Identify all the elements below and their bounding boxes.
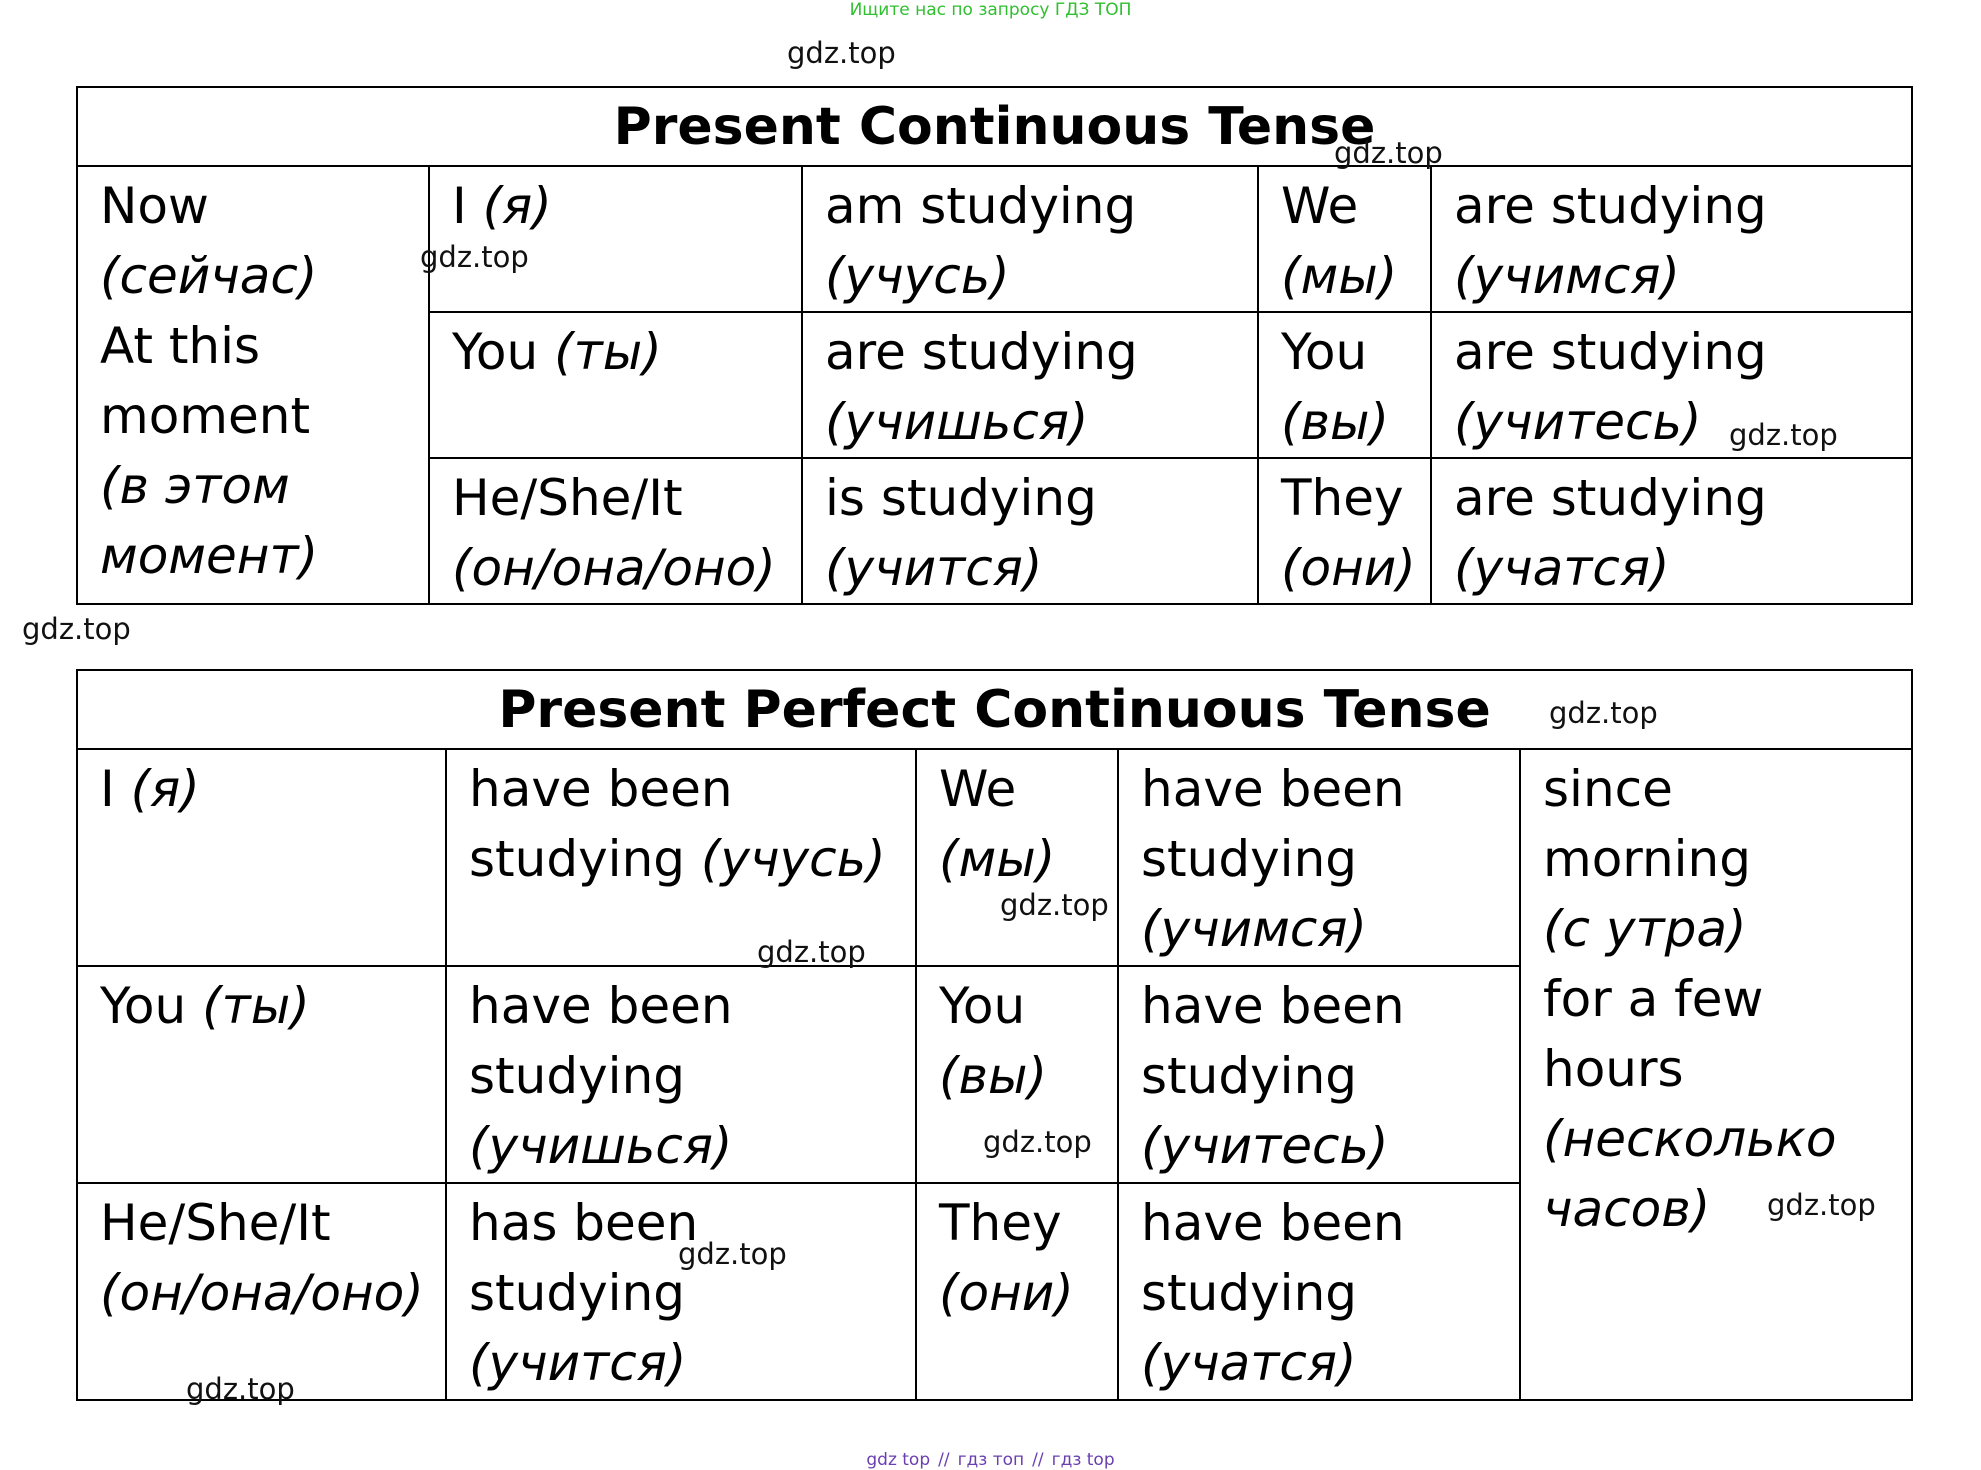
watermark: gdz.top xyxy=(787,36,896,70)
plural-pronoun-cell xyxy=(1258,312,1431,458)
plural-verb-ru: (учимся) xyxy=(1141,900,1367,959)
verb-line-1: has been xyxy=(469,1194,699,1253)
time-now-ru: (сейчас) xyxy=(100,247,318,306)
pronoun-cell xyxy=(429,312,802,458)
watermark: gdz.top xyxy=(1549,696,1658,730)
watermark: gdz.top xyxy=(1767,1188,1876,1222)
pronoun-cell xyxy=(77,1183,446,1400)
verb-ru: (учится) xyxy=(825,539,1043,598)
verb-en: are studying xyxy=(825,323,1138,382)
watermark: gdz.top xyxy=(22,612,131,646)
plural-pronoun-en: They xyxy=(1281,469,1404,528)
time-markers-cell xyxy=(1520,749,1912,1400)
present-perfect-continuous-title: Present Perfect Continuous Tense xyxy=(77,670,1912,749)
pronoun-ru: (он/она/оно) xyxy=(452,539,776,598)
plural-verb-ru: (учатся) xyxy=(1141,1334,1357,1393)
plural-pronoun-ru: (вы) xyxy=(1281,393,1389,452)
pronoun-ru: (ты) xyxy=(202,977,310,1036)
plural-verb-ru: (учатся) xyxy=(1454,539,1670,598)
time-now-en: Now xyxy=(100,177,209,236)
verb-ru: (учусь) xyxy=(700,830,886,889)
plural-pronoun-cell xyxy=(916,749,1118,966)
plural-pronoun-ru: (они) xyxy=(1281,539,1416,598)
plural-verb-line-2: studying xyxy=(1141,1264,1357,1323)
time-for-en-2: hours xyxy=(1543,1040,1684,1099)
plural-verb-line-2: studying xyxy=(1141,1047,1357,1106)
verb-cell xyxy=(446,966,916,1183)
pronoun-en: You xyxy=(452,323,539,382)
present-continuous-table xyxy=(76,86,1913,605)
plural-verb-line-1: have been xyxy=(1141,760,1405,819)
verb-cell xyxy=(802,312,1258,458)
watermark: gdz.top xyxy=(983,1125,1092,1159)
time-since-ru: (с утра) xyxy=(1543,900,1747,959)
pronoun-cell xyxy=(77,966,446,1183)
verb-ru: (учишься) xyxy=(469,1117,733,1176)
footer-separator: // xyxy=(1032,1450,1044,1470)
pronoun-en: He/She/It xyxy=(100,1194,331,1253)
verb-line-1: have been xyxy=(469,760,733,819)
pronoun-cell xyxy=(77,749,446,966)
plural-pronoun-ru: (мы) xyxy=(939,830,1056,889)
watermark: gdz.top xyxy=(186,1372,295,1406)
pronoun-cell xyxy=(429,458,802,604)
present-continuous-title: Present Continuous Tense xyxy=(77,87,1912,166)
pronoun-en: I xyxy=(452,177,467,236)
pronoun-ru: (я) xyxy=(130,760,200,819)
pronoun-en: I xyxy=(100,760,115,819)
time-moment-ru-1: (в этом xyxy=(100,457,290,516)
verb-cell xyxy=(446,1183,916,1400)
watermark: gdz.top xyxy=(1334,136,1443,170)
plural-pronoun-ru: (они) xyxy=(939,1264,1074,1323)
time-moment-en-2: moment xyxy=(100,387,311,446)
verb-ru: (учится) xyxy=(469,1334,687,1393)
verb-ru: (учишься) xyxy=(825,393,1089,452)
plural-verb-en: are studying xyxy=(1454,323,1767,382)
plural-pronoun-en: We xyxy=(939,760,1017,819)
verb-line-2: studying xyxy=(469,830,685,889)
plural-verb-en: are studying xyxy=(1454,177,1767,236)
plural-verb-cell xyxy=(1431,458,1912,604)
time-for-ru-1: (несколько xyxy=(1543,1110,1837,1169)
verb-cell xyxy=(446,749,916,966)
plural-verb-cell xyxy=(1118,966,1520,1183)
plural-verb-en: are studying xyxy=(1454,469,1767,528)
plural-pronoun-cell xyxy=(1258,166,1431,312)
plural-verb-cell xyxy=(1431,312,1912,458)
footer-note: gdz top xyxy=(866,1450,931,1470)
pronoun-en: You xyxy=(100,977,187,1036)
plural-pronoun-ru: (вы) xyxy=(939,1047,1047,1106)
watermark: gdz.top xyxy=(678,1237,787,1271)
plural-pronoun-en: You xyxy=(939,977,1026,1036)
verb-line-2: studying xyxy=(469,1047,685,1106)
plural-verb-cell xyxy=(1118,1183,1520,1400)
plural-pronoun-cell xyxy=(916,1183,1118,1400)
plural-pronoun-cell xyxy=(1258,458,1431,604)
time-for-ru-2: часов) xyxy=(1543,1180,1711,1239)
time-for-en-1: for a few xyxy=(1543,970,1764,1029)
watermark: gdz.top xyxy=(420,240,529,274)
footer-notes xyxy=(0,1452,1981,1469)
pronoun-ru: (ты) xyxy=(554,323,662,382)
plural-verb-line-2: studying xyxy=(1141,830,1357,889)
footer-note: гдз top xyxy=(1051,1450,1115,1470)
time-since-en: since morning xyxy=(1543,760,1751,889)
verb-en: is studying xyxy=(825,469,1097,528)
watermark: gdz.top xyxy=(1000,888,1109,922)
present-perfect-continuous-table xyxy=(76,669,1913,1401)
plural-verb-ru: (учитесь) xyxy=(1141,1117,1389,1176)
time-markers-cell xyxy=(77,166,429,604)
verb-ru: (учусь) xyxy=(825,247,1010,306)
search-hint-header: Ищите нас по запросу ГДЗ ТОП xyxy=(849,0,1132,20)
time-moment-ru-2: момент) xyxy=(100,527,319,586)
verb-en: am studying xyxy=(825,177,1137,236)
watermark: gdz.top xyxy=(757,935,866,969)
plural-verb-line-1: have been xyxy=(1141,1194,1405,1253)
plural-pronoun-ru: (мы) xyxy=(1281,247,1398,306)
pronoun-en: He/She/It xyxy=(452,469,683,528)
plural-verb-line-1: have been xyxy=(1141,977,1405,1036)
pronoun-ru: (он/она/оно) xyxy=(100,1264,424,1323)
plural-verb-cell xyxy=(1118,749,1520,966)
verb-cell xyxy=(802,458,1258,604)
plural-verb-cell xyxy=(1431,166,1912,312)
footer-separator: // xyxy=(938,1450,950,1470)
pronoun-ru: (я) xyxy=(482,177,552,236)
plural-verb-ru: (учимся) xyxy=(1454,247,1680,306)
verb-line-2: studying xyxy=(469,1264,685,1323)
plural-pronoun-en: We xyxy=(1281,177,1359,236)
verb-cell xyxy=(802,166,1258,312)
footer-note: гдз топ xyxy=(957,1450,1025,1470)
watermark: gdz.top xyxy=(1729,418,1838,452)
verb-line-1: have been xyxy=(469,977,733,1036)
time-moment-en-1: At this xyxy=(100,317,261,376)
plural-verb-ru: (учитесь) xyxy=(1454,393,1702,452)
plural-pronoun-en: They xyxy=(939,1194,1062,1253)
plural-pronoun-en: You xyxy=(1281,323,1368,382)
